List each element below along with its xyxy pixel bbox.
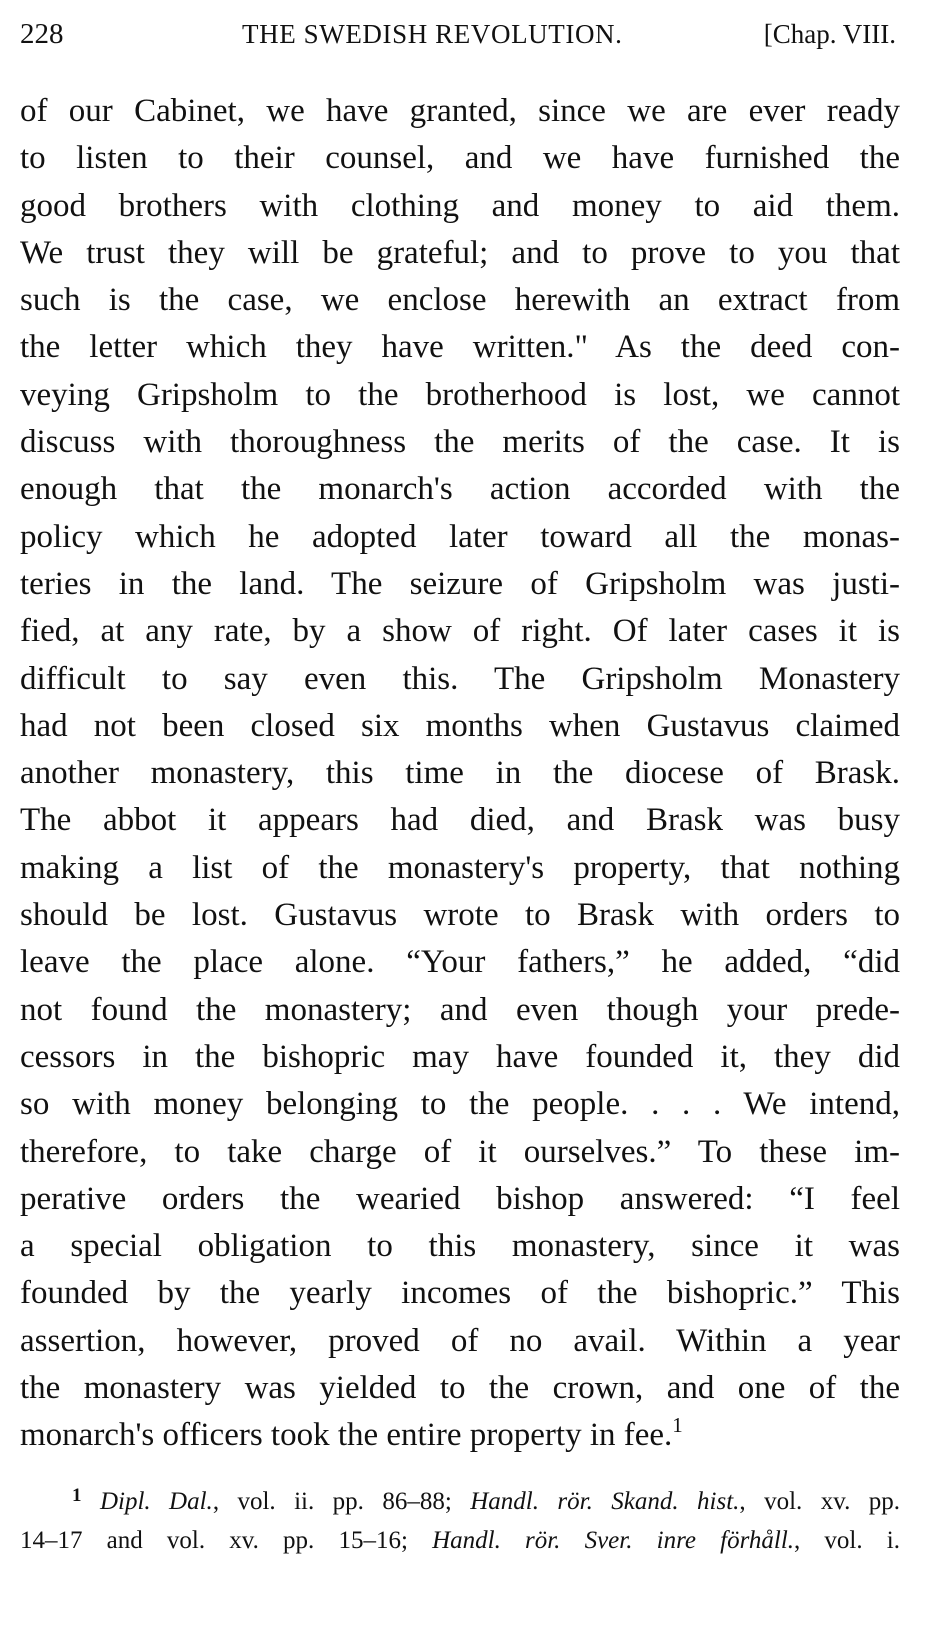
- footnote-line: [20, 1521, 900, 1560]
- text-line: not found the monastery; and even though your prede-: [20, 991, 900, 1028]
- text-line: should be lost. Gustavus wrote to Brask with orders to: [20, 897, 900, 934]
- text-line: another monastery, this time in the diocese of Brask.: [20, 755, 900, 792]
- footnotes: [20, 1482, 900, 1560]
- text-line: We trust they will be grateful; and to prove to you that: [20, 234, 900, 271]
- text-line: perative orders the wearied bishop answered: “I feel: [20, 1180, 900, 1217]
- text-line: therefore, to take charge of it ourselves.” To these im-: [20, 1133, 900, 1170]
- page-number: 228: [20, 18, 64, 50]
- footnote-line: [20, 1482, 900, 1521]
- text-line: the monastery was yielded to the crown, and one of the: [20, 1370, 900, 1407]
- text-line-last: [20, 1412, 900, 1459]
- text-line: making a list of the monastery's property, that nothing: [20, 849, 900, 886]
- citation-detail: , vol. xv. pp.: [739, 1488, 901, 1515]
- citation-title: Dipl. Dal.: [99, 1488, 213, 1515]
- text-line: veying Gripsholm to the brotherhood is lost, we cannot: [20, 376, 900, 413]
- text-line: such is the case, we enclose herewith an extract from: [20, 282, 900, 319]
- text-line: The abbot it appears had died, and Brask was busy: [20, 802, 900, 839]
- citation-detail: , vol. i.: [794, 1527, 900, 1554]
- text-line-last-content: monarch's officers took the entire property in fee.: [20, 1417, 673, 1454]
- text-line: to listen to their counsel, and we have furnished the: [20, 140, 900, 177]
- text-line: discuss with thoroughness the merits of the case. It is: [20, 424, 900, 461]
- citation-title: Handl. rör. Sver. inre förhåll.: [432, 1527, 795, 1554]
- text-line: a special obligation to this monastery, since it was: [20, 1228, 900, 1265]
- body-text: [20, 88, 900, 1460]
- text-line: policy which he adopted later toward all the monas-: [20, 518, 900, 555]
- citation-detail: , vol. ii. pp. 86–88;: [212, 1488, 471, 1515]
- citation-detail: 14–17 and vol. xv. pp. 15–16;: [20, 1527, 433, 1554]
- text-line: of our Cabinet, we have granted, since we are ever ready: [20, 93, 900, 129]
- running-title: THE SWEDISH REVOLUTION.: [242, 19, 623, 49]
- text-line: enough that the monarch's action accorded with the: [20, 471, 900, 508]
- text-line: leave the place alone. “Your fathers,” he added, “did: [20, 944, 900, 981]
- citation-title: Handl. rör. Skand. hist.: [470, 1488, 740, 1515]
- text-line: assertion, however, proved of no avail. Within a year: [20, 1322, 900, 1359]
- running-head: [20, 14, 896, 54]
- text-line: good brothers with clothing and money to aid them.: [20, 187, 900, 224]
- text-line: had not been closed six months when Gustavus claimed: [20, 707, 900, 744]
- text-line: fied, at any rate, by a show of right. Of later cases it is: [20, 613, 900, 650]
- text-line: the letter which they have written." As the deed con-: [20, 329, 900, 366]
- text-line: difficult to say even this. The Gripsholm Monastery: [20, 660, 900, 697]
- chapter-label: [Chap. VIII.: [763, 19, 896, 49]
- text-line: so with money belonging to the people. . . . We intend,: [20, 1086, 900, 1123]
- text-line: founded by the yearly incomes of the bishopric.” This: [20, 1275, 900, 1312]
- footnote-marker: 1: [72, 1485, 82, 1506]
- text-line: cessors in the bishopric may have founded it, they did: [20, 1038, 900, 1075]
- footnote-reference[interactable]: 1: [672, 1413, 683, 1438]
- text-line: teries in the land. The seizure of Gripsholm was justi-: [20, 565, 900, 602]
